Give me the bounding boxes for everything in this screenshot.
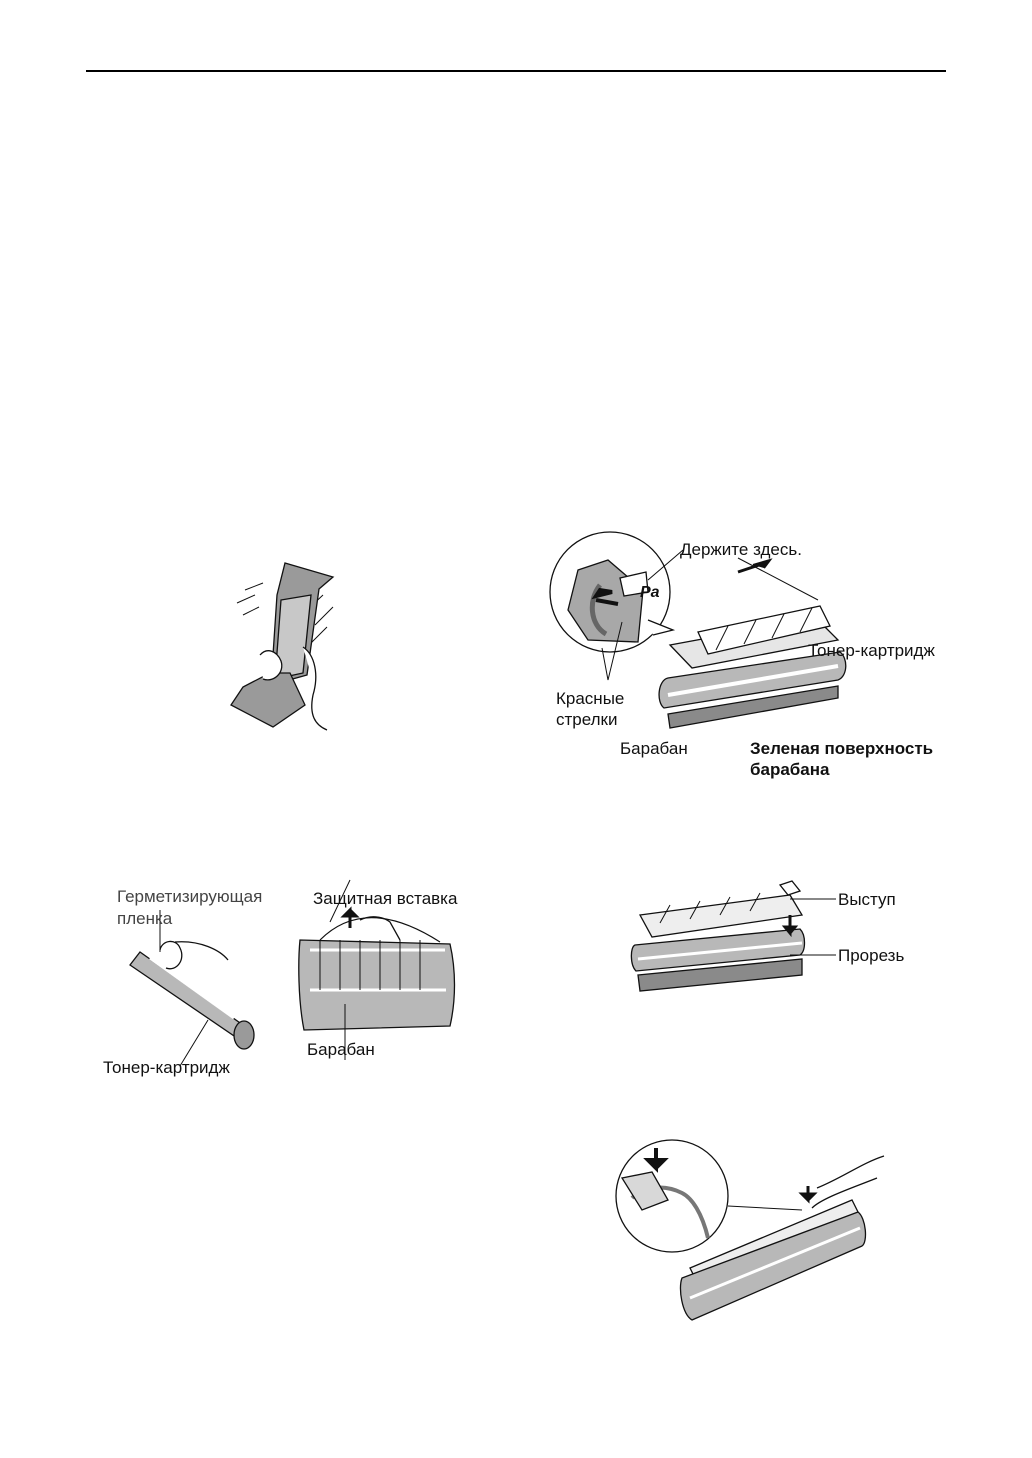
figure-badge-pa: Pa xyxy=(640,584,660,601)
label-red-arrows-line2: стрелки xyxy=(556,710,618,729)
label-toner-cartridge-bottom: Тонер-картридж xyxy=(103,1058,230,1077)
label-drum-top: Барабан xyxy=(620,739,688,758)
label-hold-here: Держите здесь. xyxy=(680,540,802,559)
figure-press-tab xyxy=(612,1138,892,1338)
label-sealing-film-line1: Герметизирующая xyxy=(117,887,263,906)
label-tab: Выступ xyxy=(838,890,896,909)
figure-shake-toner-bag xyxy=(215,555,345,735)
label-drum-bottom: Барабан xyxy=(307,1040,375,1059)
top-rule xyxy=(86,70,946,72)
label-green-surface-line2: барабана xyxy=(750,760,830,779)
label-protective-insert: Защитная вставка xyxy=(313,889,458,908)
label-slot: Прорезь xyxy=(838,946,905,965)
label-red-arrows-line1: Красные xyxy=(556,689,625,708)
label-green-surface-line1: Зеленая поверхность xyxy=(750,739,934,758)
label-toner-cartridge-top: Тонер-картридж xyxy=(808,641,935,660)
label-sealing-film-line2: пленка xyxy=(117,909,173,928)
leader-lines-tab-slot xyxy=(790,895,840,965)
figure-drum-toner-insert xyxy=(548,530,848,770)
